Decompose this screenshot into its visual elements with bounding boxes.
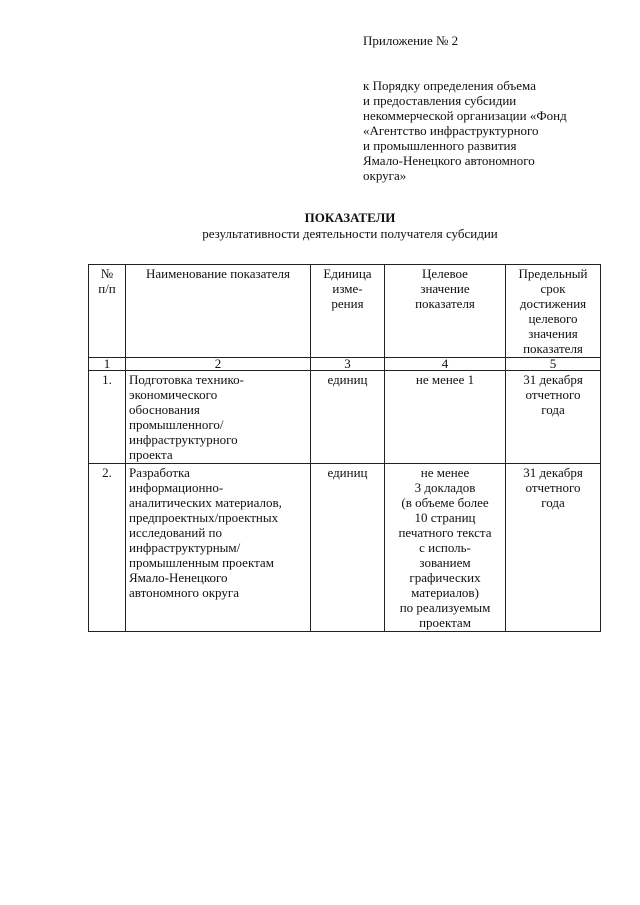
column-number: 1 [89,358,126,371]
row-number: 1. [89,371,126,464]
target-value: не менее 3 докладов (в объеме более 10 страниц печатного текста с исполь- зованием графических материалов) по реализуемым проектам [385,464,506,632]
row-number: 2. [89,464,126,632]
header-cell: Целевое значение показателя [385,265,506,358]
column-number: 3 [311,358,385,371]
appendix-header [363,33,633,183]
table-header-row [89,265,601,358]
column-number: 2 [126,358,311,371]
column-numbers-row [89,358,601,371]
appendix-line: и предоставления субсидии [363,93,517,108]
header-cell: Единица изме- рения [311,265,385,358]
appendix-line: округа» [363,168,407,183]
appendix-line: «Агентство инфраструктурного [363,123,539,138]
appendix-label: Приложение № 2 [363,33,459,48]
indicator-name: Разработка информационно- аналитических материалов, предпроектных/проектных исследований по инфраструктурным/ промышленным проектам Ямало-Ненецкого автономного округа [126,464,311,632]
appendix-line: к Порядку определения объема [363,78,536,93]
column-number: 5 [506,358,601,371]
document-subtitle: результативности деятельности получателя субсидии [202,226,498,241]
indicator-name: Подготовка технико- экономического обоснования промышленного/ инфраструктурного проекта [126,371,311,464]
table-row [89,371,601,464]
appendix-line: Ямало-Ненецкого автономного [363,153,535,168]
table-row [89,464,601,632]
appendix-line: некоммерческой организации «Фонд [363,108,567,123]
header-cell: Наименование показателя [126,265,311,358]
deadline: 31 декабря отчетного года [506,464,601,632]
unit: единиц [311,371,385,464]
appendix-line: и промышленного развития [363,138,517,153]
unit: единиц [311,464,385,632]
header-cell: Предельный срок достижения целевого значения показателя [506,265,601,358]
target-value: не менее 1 [385,371,506,464]
indicators-table [88,264,601,632]
document-title: ПОКАЗАТЕЛИ [304,210,396,225]
header-cell: № п/п [89,265,126,358]
column-number: 4 [385,358,506,371]
deadline: 31 декабря отчетного года [506,371,601,464]
